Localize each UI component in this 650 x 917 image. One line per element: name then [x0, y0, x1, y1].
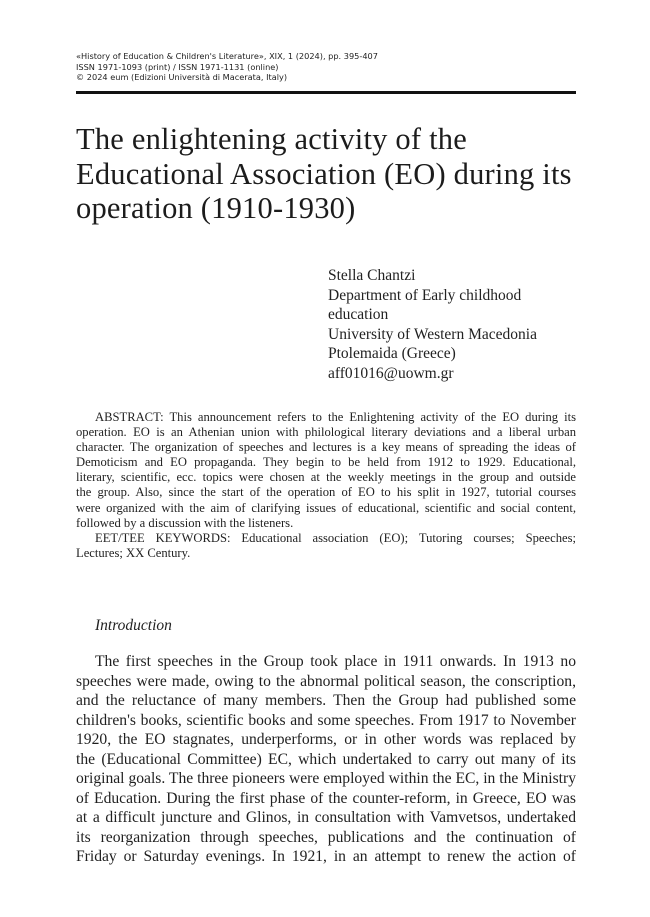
body-line: children's books, scientific books and some speeches. From 1917 to November — [76, 711, 576, 729]
author-university: University of Western Macedonia — [328, 325, 537, 343]
abstract-line: operation. EO is an Athenian union with philological literary deviations and a liberal urban — [76, 425, 576, 440]
author-department-cont: education — [328, 306, 389, 323]
body-line: at a difficult juncture and Glinos, in consultation with Vamvetsos, undertaked — [76, 809, 576, 826]
article-title — [76, 122, 576, 226]
section-heading: Introduction — [95, 617, 172, 634]
header-rule — [76, 91, 576, 94]
abstract-line: were organized with the aim of clarifying issues of educational, scientific and social content, — [76, 500, 576, 515]
title-line: Educational Association (EO) during its — [76, 156, 572, 191]
abstract-line: followed by a discussion with the listeners. — [76, 515, 294, 530]
author-department: Department of Early childhood — [328, 286, 522, 304]
abstract-line: the group. Also, since the start of the operation of EO to his split in 1927, tutorial courses — [76, 485, 576, 500]
abstract-line: ABSTRACT: This announcement refers to the Enlightening activity of the EO during its — [95, 410, 576, 424]
abstract-line: character. The organization of speeches and lectures is a key means of spreading the ideas of — [76, 440, 576, 455]
author-email[interactable]: aff01016@uowm.gr — [328, 364, 454, 382]
issn-line: ISSN 1971-1093 (print) / ISSN 1971-1131 (online) — [76, 61, 279, 72]
body-text — [76, 652, 576, 867]
body-line: original goals. The three pioneers were employed within the EC, in the Ministry — [76, 770, 576, 787]
body-line: Friday or Saturday evenings. In 1921, in an attempt to renew the action of — [76, 848, 576, 865]
citation-line: «History of Education & Children's Literature», XIX, 1 (2024), pp. 395-407 — [76, 51, 378, 61]
author-block — [328, 266, 578, 383]
body-line: 1920, the EO stagnates, underperforms, or in other words was replaced by — [76, 731, 576, 748]
title-line: operation (1910-1930) — [76, 191, 356, 225]
abstract-line: Demoticism and EO propaganda. They begin to be held from 1912 to 1929. Educational, — [76, 455, 576, 470]
body-line: The first speeches in the Group took place in 1911 onwards. In 1913 no — [95, 653, 576, 670]
keywords-line: Lectures; XX Century. — [76, 545, 191, 560]
body-line: speeches were made, owing to the abnormal political season, the conscription, — [76, 672, 576, 690]
author-location: Ptolemaida (Greece) — [328, 345, 456, 362]
copyright-line: © 2024 eum (Edizioni Università di Macerata, Italy) — [76, 72, 288, 83]
abstract-line: literary, scientific, ecc. topics were chosen at the weekly meetings in the group and outside — [76, 470, 576, 485]
abstract — [76, 410, 576, 561]
author-name: Stella Chantzi — [328, 267, 416, 284]
journal-header — [76, 51, 576, 83]
body-line: and the reluctance of many members. Then the Group had published some — [76, 692, 576, 709]
keywords-line: EET/TEE KEYWORDS: Educational association (EO); Tutoring courses; Speeches; — [95, 530, 576, 545]
body-line: the (Educational Committee) EC, which undertaked to carry out many of its — [76, 750, 576, 768]
body-line: of Education. During the first phase of the counter-reform, in Greece, EO was — [76, 789, 576, 807]
body-line: its reorganization through speeches, publications and the continuation of — [76, 828, 576, 846]
title-line: The enlightening activity of the — [76, 122, 467, 156]
